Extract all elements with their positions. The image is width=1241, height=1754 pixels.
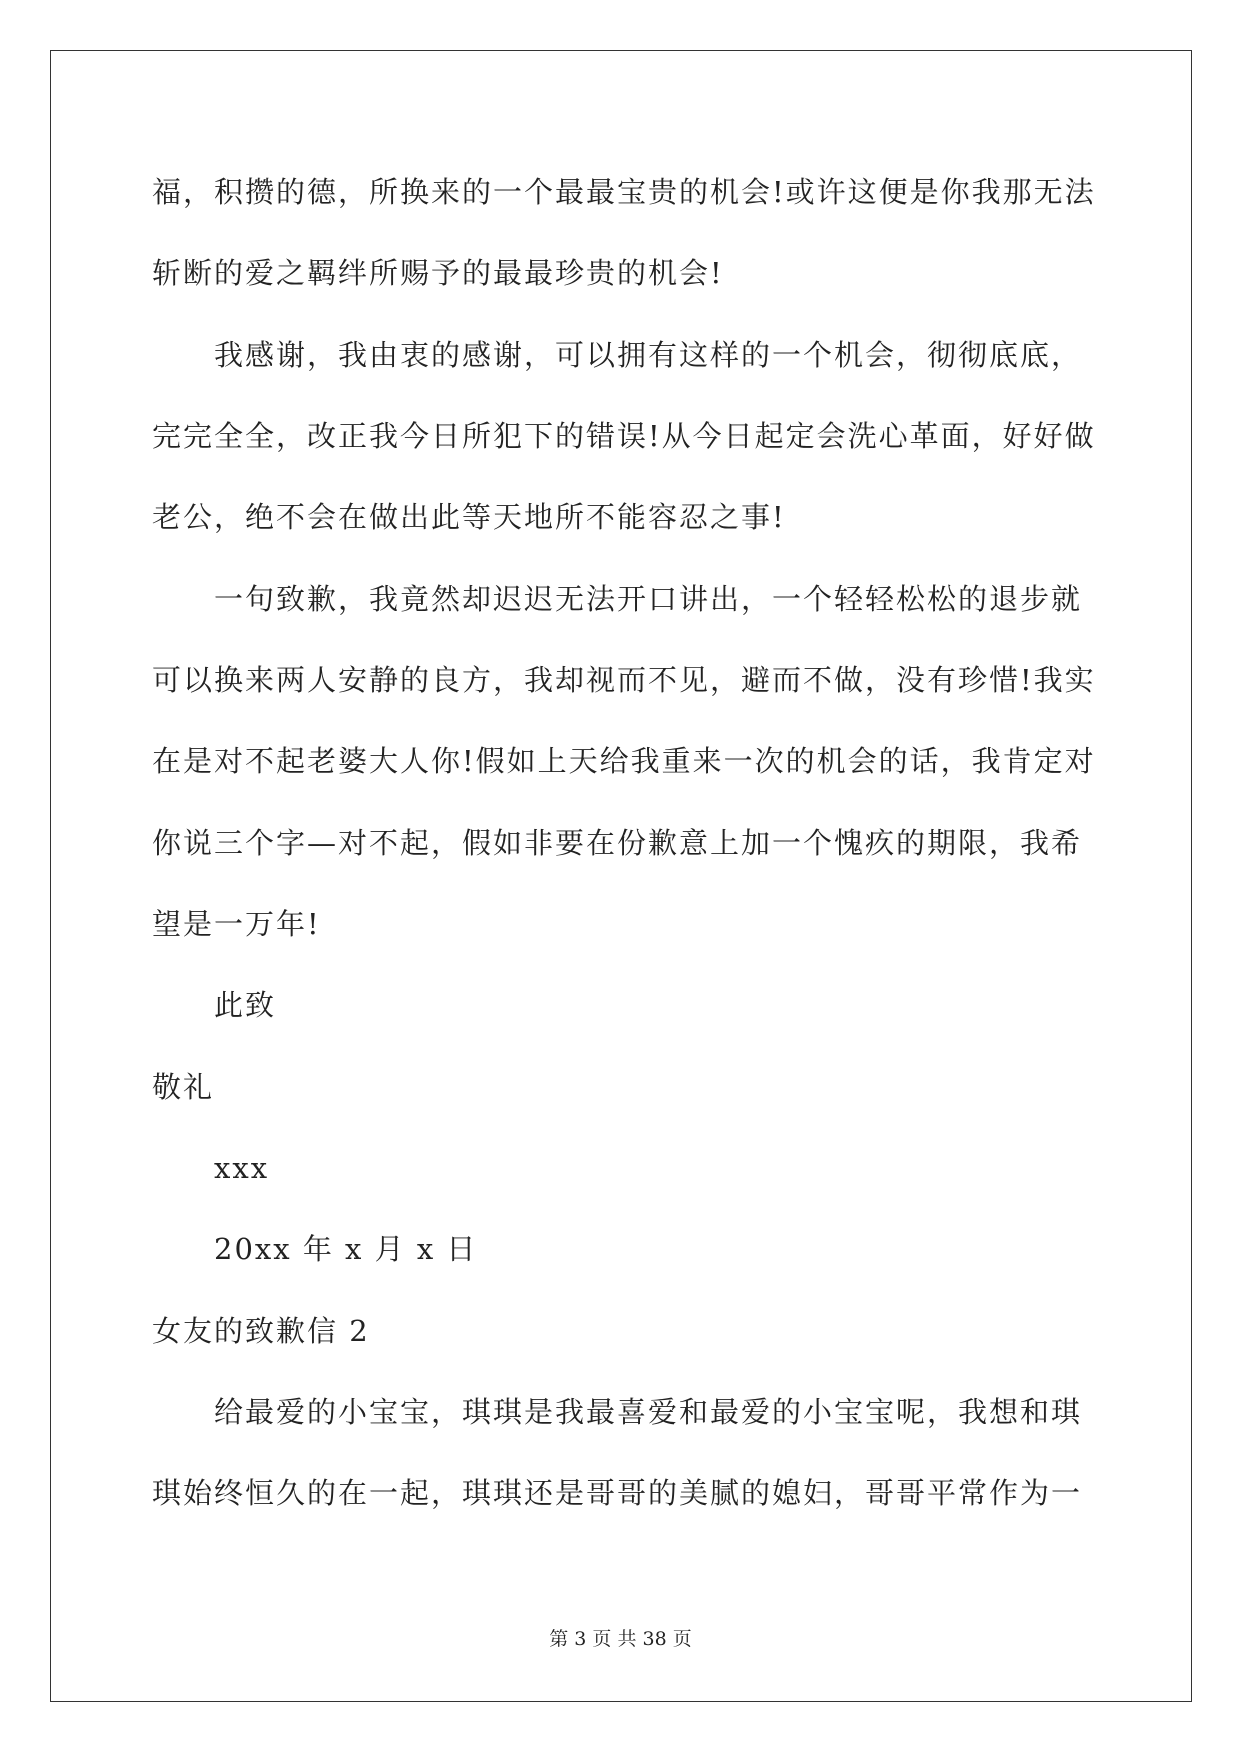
page-frame	[50, 50, 1192, 1702]
body-line: 望是一万年!	[152, 907, 321, 941]
body-line: 福，积攒的德，所换来的一个最最宝贵的机会!或许这便是你我那无法	[152, 175, 1096, 209]
letter-date: 20xx 年 x 月 x 日	[214, 1232, 478, 1266]
body-line: 可以换来两人安静的良方，我却视而不见，避而不做，没有珍惜!我实	[152, 663, 1096, 697]
signature: xxx	[214, 1151, 270, 1185]
closing-regards: 敬礼	[152, 1070, 215, 1104]
paragraph-start-line: 一句致歉，我竟然却迟迟无法开口讲出，一个轻轻松松的退步就	[214, 582, 1083, 616]
body-line: 你说三个字—对不起，假如非要在份歉意上加一个愧疚的期限，我希	[152, 826, 1083, 860]
section-heading: 女友的致歉信 2	[152, 1314, 370, 1348]
body-line: 在是对不起老婆大人你!假如上天给我重来一次的机会的话，我肯定对	[152, 744, 1096, 778]
body-line: 琪始终恒久的在一起，琪琪还是哥哥的美腻的媳妇，哥哥平常作为一	[152, 1476, 1083, 1510]
body-line: 斩断的爱之羁绊所赐予的最最珍贵的机会!	[152, 256, 724, 290]
closing-salutation: 此致	[214, 988, 277, 1022]
body-line: 完完全全，改正我今日所犯下的错误!从今日起定会洗心革面，好好做	[152, 419, 1096, 453]
page-number-footer: 第 3 页 共 38 页	[549, 1628, 692, 1650]
body-line: 老公，绝不会在做出此等天地所不能容忍之事!	[152, 500, 786, 534]
paragraph-start-line: 给最爱的小宝宝，琪琪是我最喜爱和最爱的小宝宝呢，我想和琪	[214, 1395, 1083, 1429]
paragraph-start-line: 我感谢，我由衷的感谢，可以拥有这样的一个机会，彻彻底底，	[214, 338, 1083, 372]
